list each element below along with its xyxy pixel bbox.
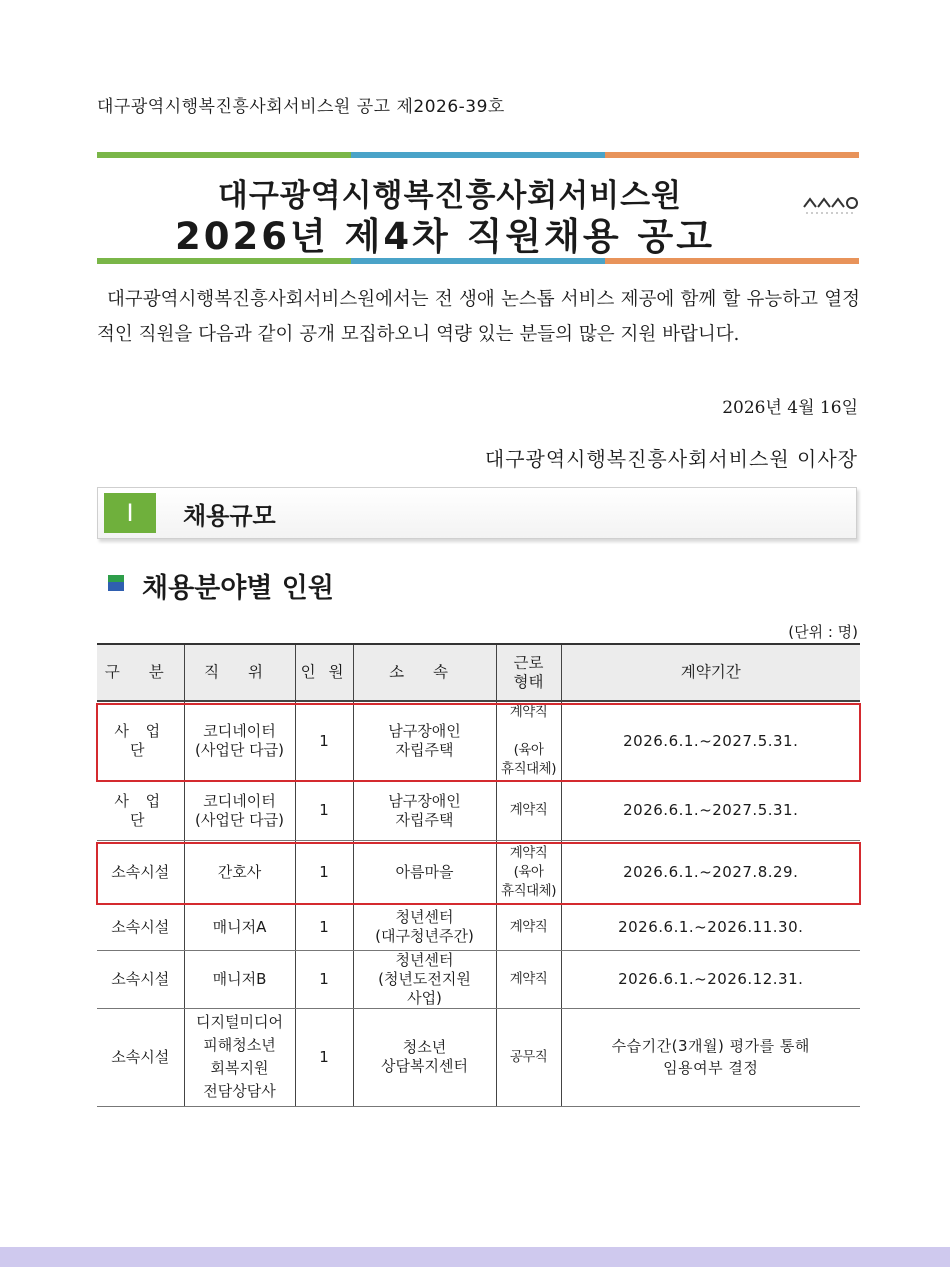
color-band-bottom <box>97 258 859 264</box>
subsection-title: 채용분야별 인원 <box>142 573 334 604</box>
cell-affiliation: 남구장애인 자립주택 <box>353 701 496 781</box>
cell-employment-type: 계약직 (육아 휴직대체) <box>496 840 561 904</box>
cell-affiliation: 청년센터 (대구청년주간) <box>353 904 496 950</box>
table-row <box>97 950 860 1008</box>
header-count: 인 원 <box>295 644 353 701</box>
header-category: 구 분 <box>97 644 184 701</box>
intro-paragraph: 대구광역시행복진흥사회서비스원에서는 전 생애 논스톱 서비스 제공에 함께 할 유능하고 열정적인 직원을 다음과 같이 공개 모집하오니 역량 있는 분들의 많은 지원 바랍니다. <box>97 289 860 345</box>
header-position: 직 위 <box>184 644 295 701</box>
cell-affiliation: 남구장애인 자립주택 <box>353 781 496 840</box>
square-bullet-icon <box>108 575 124 591</box>
cell-category: 사 업 단 <box>97 701 184 781</box>
cell-position: 매니저A <box>184 904 295 950</box>
color-band-top <box>97 152 859 158</box>
cell-contract-period: 2026.6.1.~2026.12.31. <box>561 950 860 1008</box>
cell-count: 1 <box>295 1008 353 1106</box>
cell-affiliation: 아름마을 <box>353 840 496 904</box>
cell-position: 디지털미디어 피해청소년 회복지원 전담상담사 <box>184 1008 295 1106</box>
cell-count: 1 <box>295 904 353 950</box>
cell-position: 간호사 <box>184 840 295 904</box>
cell-position: 매니저B <box>184 950 295 1008</box>
cell-count: 1 <box>295 701 353 781</box>
cell-count: 1 <box>295 781 353 840</box>
cell-contract-period: 2026.6.1.~2027.8.29. <box>561 840 860 904</box>
notice-number: 대구광역시행복진흥사회서비스원 공고 제2026-39호 <box>97 97 505 117</box>
cell-contract-period: 2026.6.1.~2027.5.31. <box>561 781 860 840</box>
cell-count: 1 <box>295 950 353 1008</box>
section-number: Ⅰ <box>104 493 156 533</box>
cell-category: 소속시설 <box>97 904 184 950</box>
cell-affiliation: 청소년 상담복지센터 <box>353 1008 496 1106</box>
table-header-row <box>97 644 860 701</box>
header-affiliation: 소 속 <box>353 644 496 701</box>
recruitment-table <box>97 643 860 1107</box>
header-contract-period: 계약기간 <box>561 644 860 701</box>
header-employment-type: 근로 형태 <box>496 644 561 701</box>
section-header <box>97 487 857 539</box>
table-row <box>97 1008 860 1106</box>
table-row <box>97 701 860 781</box>
cell-count: 1 <box>295 840 353 904</box>
cell-contract-period: 수습기간(3개월) 평가를 통해 임용여부 결정 <box>561 1008 860 1106</box>
cell-position: 코디네이터 (사업단 다급) <box>184 701 295 781</box>
cell-employment-type: 계약직 <box>496 904 561 950</box>
signer: 대구광역시행복진흥사회서비스원 이사장 <box>484 447 858 471</box>
cell-employment-type: 계약직 (육아 휴직대체) <box>496 701 561 781</box>
cell-employment-type: 계약직 <box>496 950 561 1008</box>
cell-category: 사 업 단 <box>97 781 184 840</box>
page-title: 2026년 제4차 직원채용 공고 <box>174 215 716 258</box>
cell-contract-period: 2026.6.1.~2026.11.30. <box>561 904 860 950</box>
cell-employment-type: 계약직 <box>496 781 561 840</box>
notice-date: 2026년 4월 16일 <box>722 398 858 418</box>
footer-strip <box>0 1247 950 1267</box>
cell-contract-period: 2026.6.1.~2027.5.31. <box>561 701 860 781</box>
table-row <box>97 781 860 840</box>
cell-category: 소속시설 <box>97 950 184 1008</box>
table-row <box>97 904 860 950</box>
cell-category: 소속시설 <box>97 1008 184 1106</box>
unit-note: (단위 : 명) <box>788 623 858 641</box>
org-title: 대구광역시행복진흥사회서비스원 <box>217 178 683 214</box>
cell-category: 소속시설 <box>97 840 184 904</box>
table-row <box>97 840 860 904</box>
cell-position: 코디네이터 (사업단 다급) <box>184 781 295 840</box>
organization-logo-icon <box>800 193 860 217</box>
section-title: 채용규모 <box>183 502 276 530</box>
cell-affiliation: 청년센터 (청년도전지원 사업) <box>353 950 496 1008</box>
cell-employment-type: 공무직 <box>496 1008 561 1106</box>
